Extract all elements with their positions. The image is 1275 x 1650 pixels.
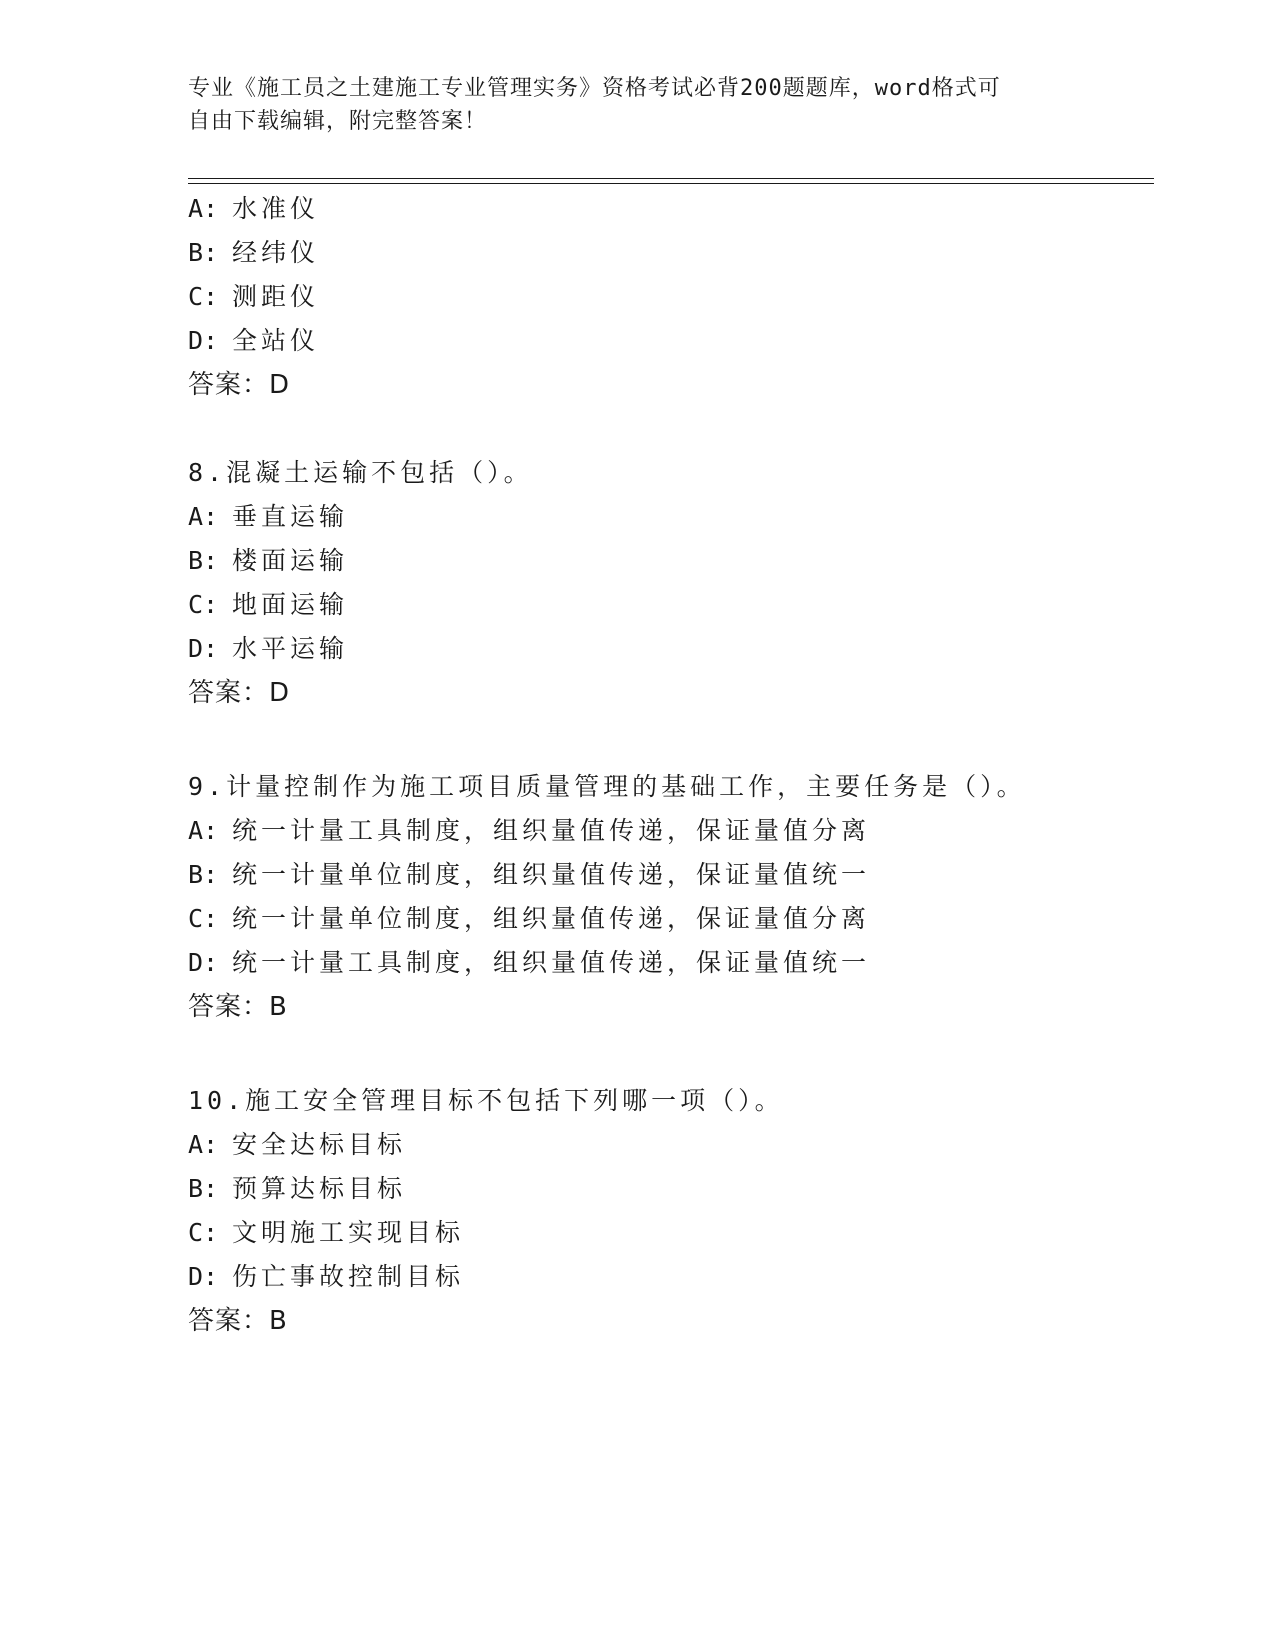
q9-answer: 答案：B: [188, 992, 288, 1022]
option-tag: D:: [188, 326, 219, 355]
q7-option-c: [188, 280, 319, 314]
option-text: 测距仪: [232, 282, 320, 311]
option-text: 预算达标目标: [232, 1174, 407, 1203]
header-divider-bottom: [188, 183, 1154, 184]
option-text: 统一计量单位制度，组织量值传递，保证量值统一: [232, 860, 871, 889]
q8-option-b: [188, 544, 348, 578]
q8-option-d: [188, 632, 348, 666]
option-text: 安全达标目标: [232, 1130, 407, 1159]
option-tag: D:: [188, 634, 219, 663]
q8-question: 8.混凝土运输不包括（）。: [188, 458, 533, 487]
q9-option-b: [188, 858, 870, 892]
option-text: 经纬仪: [232, 238, 320, 267]
option-tag: A:: [188, 194, 219, 223]
option-text: 统一计量单位制度，组织量值传递，保证量值分离: [232, 904, 871, 933]
q9-option-d: [188, 946, 870, 980]
q10-answer: 答案：B: [188, 1306, 288, 1336]
q9-question: 9.计量控制作为施工项目质量管理的基础工作，主要任务是（）。: [188, 772, 1026, 801]
option-text: 文明施工实现目标: [232, 1218, 465, 1247]
header-divider-top: [188, 178, 1154, 179]
option-text: 垂直运输: [232, 502, 349, 531]
option-tag: C:: [188, 904, 219, 933]
option-text: 全站仪: [232, 326, 320, 355]
option-text: 统一计量工具制度，组织量值传递，保证量值分离: [232, 816, 871, 845]
option-text: 伤亡事故控制目标: [232, 1262, 465, 1291]
q10-option-b: [188, 1172, 406, 1206]
option-tag: A:: [188, 1130, 219, 1159]
q7-option-d: [188, 324, 319, 358]
option-tag: D:: [188, 1262, 219, 1291]
option-text: 楼面运输: [232, 546, 349, 575]
option-tag: B:: [188, 1174, 219, 1203]
q7-answer: 答案：D: [188, 370, 291, 400]
option-text: 统一计量工具制度，组织量值传递，保证量值统一: [232, 948, 871, 977]
q8-option-c: [188, 588, 348, 622]
q8-option-a: [188, 500, 348, 534]
option-tag: B:: [188, 238, 219, 267]
document-header: [188, 72, 1088, 138]
q10-option-c: [188, 1216, 464, 1250]
q8-answer: 答案：D: [188, 678, 291, 708]
q9-option-c: [188, 902, 870, 936]
q10-option-a: [188, 1128, 406, 1162]
option-tag: A:: [188, 816, 219, 845]
q10-option-d: [188, 1260, 464, 1294]
option-tag: C:: [188, 1218, 219, 1247]
q7-option-a: [188, 192, 319, 226]
header-line-1: 专业《施工员之土建施工专业管理实务》资格考试必背200题题库，word格式可: [188, 76, 1001, 101]
option-tag: C:: [188, 282, 219, 311]
q7-option-b: [188, 236, 319, 270]
option-tag: B:: [188, 546, 219, 575]
option-tag: D:: [188, 948, 219, 977]
option-text: 地面运输: [232, 590, 349, 619]
q10-question: 10.施工安全管理目标不包括下列哪一项（）。: [188, 1086, 784, 1115]
option-text: 水平运输: [232, 634, 349, 663]
option-text: 水准仪: [232, 194, 320, 223]
option-tag: B:: [188, 860, 219, 889]
header-line-2: 自由下载编辑，附完整答案！: [188, 109, 488, 134]
option-tag: A:: [188, 502, 219, 531]
option-tag: C:: [188, 590, 219, 619]
q9-option-a: [188, 814, 870, 848]
